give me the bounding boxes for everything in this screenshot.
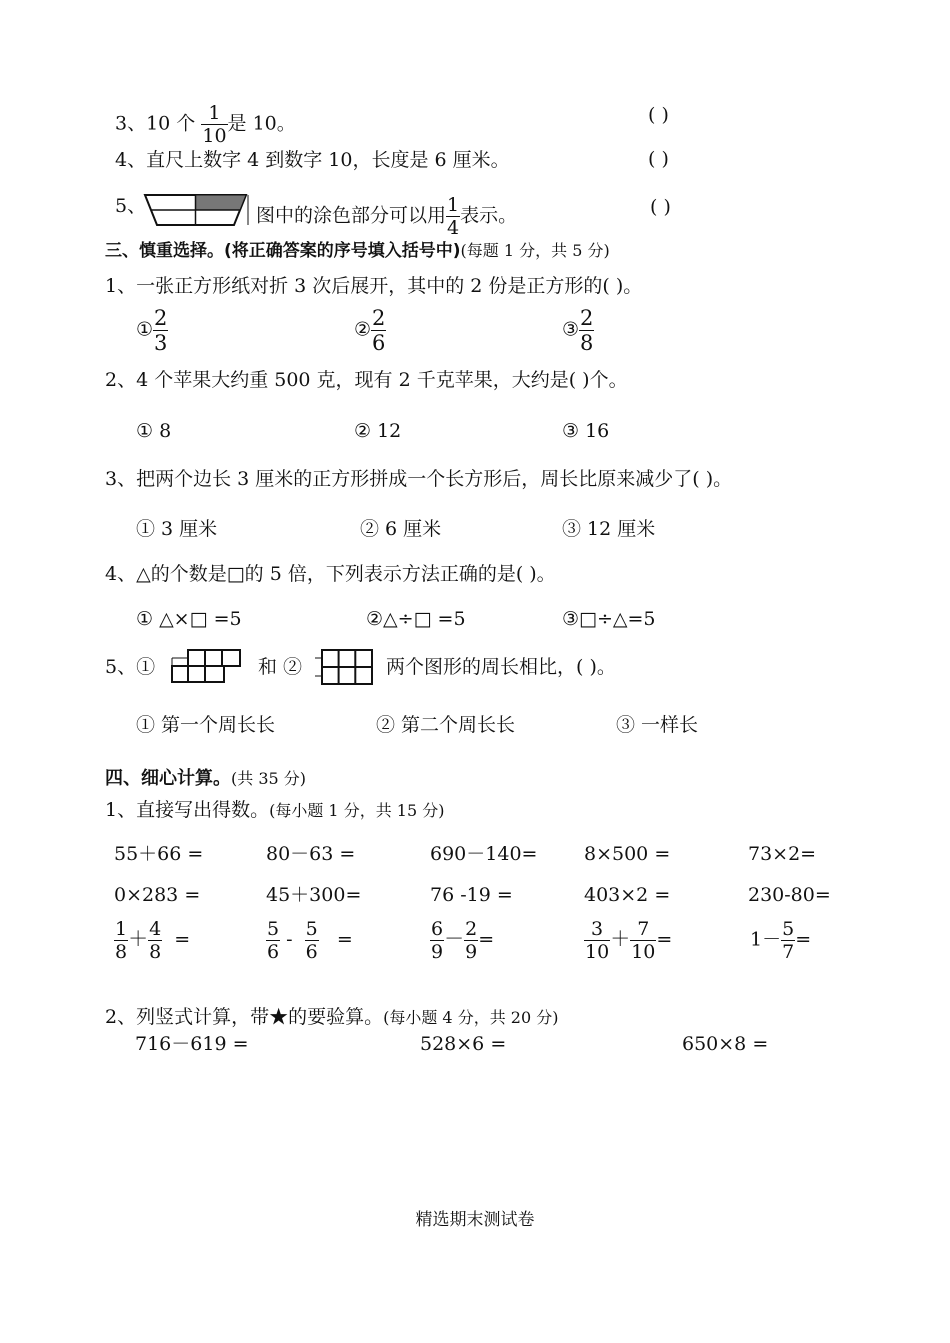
- numerator: 1: [208, 102, 221, 124]
- option-2[interactable]: ②△÷□ =5: [366, 608, 466, 630]
- fraction: [430, 918, 444, 963]
- section-note: (共 35 分): [231, 769, 307, 788]
- option-1[interactable]: ① 3 厘米: [136, 518, 218, 540]
- numerator: 2: [580, 306, 594, 330]
- equals-sign: =: [336, 928, 353, 951]
- numerator: 3: [591, 918, 604, 940]
- denominator: 3: [154, 331, 168, 355]
- numerator: 5: [305, 918, 318, 940]
- option-1[interactable]: ① 第一个周长长: [136, 714, 276, 736]
- judge-q5-text: [256, 194, 517, 239]
- fraction: [114, 918, 128, 963]
- equals-sign: =: [478, 928, 495, 951]
- option-2[interactable]: [354, 306, 386, 355]
- numerator: 2: [465, 918, 478, 940]
- fraction: [201, 102, 227, 147]
- calc-item[interactable]: 690－140=: [430, 843, 538, 865]
- fraction: [148, 918, 162, 963]
- denominator: 10: [585, 941, 610, 963]
- part-note: (每小题 4 分，共 20 分): [383, 1008, 559, 1027]
- option-3[interactable]: ③ 16: [562, 420, 610, 442]
- fraction: [153, 306, 168, 355]
- option-2[interactable]: ② 第二个周长长: [376, 714, 516, 736]
- option-3[interactable]: [562, 306, 594, 355]
- fraction: [371, 306, 386, 355]
- fraction: [464, 918, 478, 963]
- option-2[interactable]: ② 6 厘米: [360, 518, 442, 540]
- numerator: 1: [447, 194, 460, 216]
- option-mark: ②: [354, 318, 372, 341]
- calc-item[interactable]: 55＋66 =: [114, 843, 204, 865]
- option-1[interactable]: ① 8: [136, 420, 172, 442]
- part-title: 2、列竖式计算，带★的要验算。: [105, 1006, 384, 1028]
- question-5-num: 5、①: [105, 656, 156, 678]
- numerator: 7: [637, 918, 650, 940]
- equals-sign: =: [656, 928, 673, 951]
- section-title: 四、细心计算。: [105, 768, 231, 789]
- denominator: 9: [465, 941, 478, 963]
- vertical-calc-item[interactable]: 716－619 =: [135, 1033, 249, 1055]
- numerator: 6: [431, 918, 444, 940]
- numerator: 5: [782, 918, 795, 940]
- question-5-mid: 和 ②: [258, 656, 303, 678]
- denominator: 6: [267, 941, 280, 963]
- denominator: 8: [580, 331, 594, 355]
- option-mark: ①: [136, 318, 154, 341]
- judge-q3: [115, 102, 296, 147]
- fraction: [630, 918, 656, 963]
- calc-item[interactable]: 80－63 =: [266, 843, 356, 865]
- calc-item[interactable]: [584, 918, 672, 963]
- option-mark: ③: [562, 318, 580, 341]
- minuend: 1－: [750, 928, 782, 951]
- fraction: [781, 918, 795, 963]
- part-note: (每小题 1 分，共 15 分): [269, 801, 445, 820]
- judge-q3-pre: 10 个: [146, 112, 196, 135]
- calc-item[interactable]: 73×2=: [748, 843, 817, 865]
- figure-two: [314, 648, 376, 686]
- fraction: [579, 306, 594, 355]
- judge-q5-post: 表示。: [460, 204, 518, 227]
- answer-paren[interactable]: ( ): [650, 196, 671, 218]
- option-3[interactable]: ③ 一样长: [616, 714, 699, 736]
- section-title: 三、慎重选择。(将正确答案的序号填入括号中): [105, 241, 461, 261]
- grid-cell: [172, 666, 224, 682]
- judge-q5-pre: 图中的涂色部分可以用: [256, 204, 447, 227]
- section-note: (每题 1 分，共 5 分): [460, 241, 610, 260]
- calc-item[interactable]: 45＋300=: [266, 884, 362, 906]
- answer-paren[interactable]: ( ): [648, 148, 669, 170]
- denominator: 4: [447, 217, 460, 239]
- judge-q3-post: 是 10。: [227, 112, 296, 135]
- numerator: 1: [115, 918, 128, 940]
- fraction: [266, 918, 280, 963]
- calc-item[interactable]: [266, 918, 353, 963]
- denominator: 6: [372, 331, 386, 355]
- denominator: 8: [115, 941, 128, 963]
- numerator: 2: [154, 306, 168, 330]
- calc-item[interactable]: 230-80=: [748, 884, 831, 906]
- option-1[interactable]: ① △×□ =5: [136, 608, 242, 630]
- calc-item[interactable]: 0×283 =: [114, 884, 201, 906]
- operator: -: [286, 928, 293, 951]
- part-2-heading: [105, 1005, 558, 1029]
- denominator: 10: [202, 125, 227, 147]
- answer-paren[interactable]: ( ): [648, 104, 669, 126]
- section4-heading: [105, 764, 306, 790]
- option-2[interactable]: ② 12: [354, 420, 402, 442]
- shaded-part: [196, 195, 247, 210]
- judge-q3-num: 3、: [115, 112, 147, 135]
- operator: ＋: [610, 926, 631, 951]
- denominator: 7: [782, 941, 795, 963]
- denominator: 8: [149, 941, 162, 963]
- question-4: 4、△的个数是□的 5 倍，下列表示方法正确的是( )。: [105, 563, 556, 585]
- part-title: 1、直接写出得数。: [105, 799, 270, 821]
- vertical-calc-item[interactable]: 650×8 =: [682, 1033, 769, 1055]
- part-1-heading: [105, 798, 444, 822]
- equals-sign: =: [795, 928, 812, 951]
- fraction: [584, 918, 610, 963]
- figure-one: [170, 648, 242, 686]
- denominator: 10: [631, 941, 656, 963]
- judge-q4: 4、直尺上数字 4 到数字 10，长度是 6 厘米。: [115, 149, 510, 171]
- section3-heading: [105, 236, 610, 261]
- judge-q5-num: 5、: [115, 195, 147, 217]
- grid-cell: [188, 650, 240, 666]
- trapezoid-figure: [142, 192, 250, 228]
- calc-item[interactable]: 403×2 =: [584, 884, 671, 906]
- calc-item[interactable]: [750, 918, 811, 963]
- operator: －: [444, 926, 465, 951]
- fraction: [305, 918, 319, 963]
- vertical-calc-item[interactable]: 528×6 =: [420, 1033, 507, 1055]
- equals-sign: =: [174, 928, 191, 951]
- footer-title: 精选期末测试卷: [415, 1210, 535, 1230]
- question-2: 2、4 个苹果大约重 500 克，现有 2 千克苹果，大约是( )个。: [105, 369, 628, 391]
- fraction: [446, 194, 460, 239]
- calc-item[interactable]: 76 -19 =: [430, 884, 513, 906]
- option-1[interactable]: [136, 306, 168, 355]
- numerator: 4: [149, 918, 162, 940]
- question-3: 3、把两个边长 3 厘米的正方形拼成一个长方形后，周长比原来减少了( )。: [105, 468, 733, 490]
- option-3[interactable]: ③ 12 厘米: [562, 518, 656, 540]
- numerator: 2: [372, 306, 386, 330]
- question-5-post: 两个图形的周长相比，( )。: [386, 656, 616, 678]
- calc-item[interactable]: 8×500 =: [584, 843, 671, 865]
- calc-item[interactable]: [430, 918, 494, 963]
- question-1: 1、一张正方形纸对折 3 次后展开，其中的 2 份是正方形的( )。: [105, 275, 643, 297]
- operator: ＋: [128, 926, 149, 951]
- denominator: 9: [431, 941, 444, 963]
- calc-item[interactable]: [114, 918, 190, 963]
- option-3[interactable]: ③□÷△=5: [562, 608, 656, 630]
- numerator: 5: [267, 918, 280, 940]
- denominator: 6: [305, 941, 318, 963]
